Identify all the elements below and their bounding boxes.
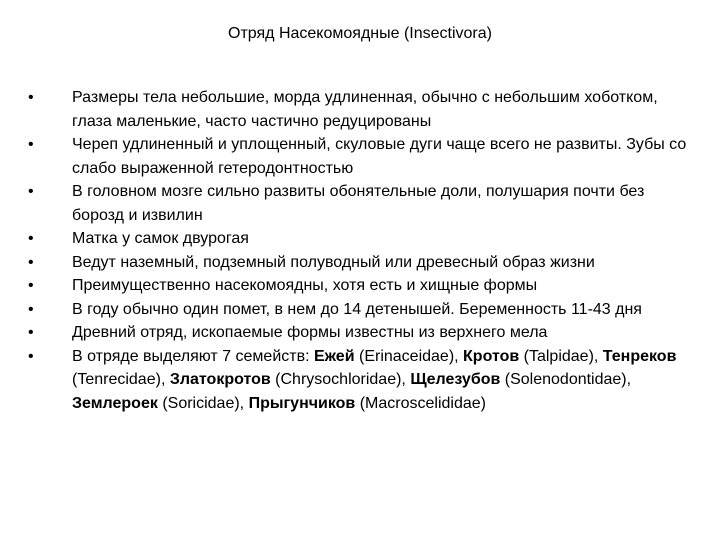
family-separator: , bbox=[160, 371, 170, 388]
bullet-icon: • bbox=[28, 300, 34, 318]
family-name: Ежей bbox=[313, 347, 355, 365]
list-item-text: Матка у самок двурогая bbox=[72, 230, 249, 247]
list-item bbox=[28, 251, 698, 275]
list-item bbox=[28, 227, 698, 251]
family-separator: , bbox=[239, 394, 249, 412]
families-intro: В отряде выделяют 7 семейств: bbox=[72, 347, 314, 365]
bullet-icon: • bbox=[28, 324, 34, 341]
family-latin: (Soricidae) bbox=[162, 394, 240, 412]
list-item-text: Череп удлиненный и уплощенный, скуловые дуги чаще всего не развиты. Зубы со слабо выраженной гетеродонтностью bbox=[72, 136, 687, 177]
bullet-icon: • bbox=[28, 183, 34, 200]
family-latin: (Erinaceidae) bbox=[358, 347, 455, 365]
bullet-icon: • bbox=[28, 253, 34, 271]
family-latin: (Macroscelididae) bbox=[359, 394, 486, 412]
family-latin: (Tenrecidae) bbox=[72, 371, 161, 388]
list-item bbox=[28, 180, 698, 227]
family-name: Щелезубов bbox=[410, 371, 501, 388]
family-name: Тенреков bbox=[602, 347, 677, 365]
family-name: Прыгунчиков bbox=[248, 394, 356, 412]
family-name: Кротов bbox=[463, 347, 520, 365]
list-item bbox=[28, 274, 698, 298]
family-latin: (Talpidae) bbox=[523, 347, 594, 365]
bullet-icon: • bbox=[28, 136, 34, 153]
list-item bbox=[28, 86, 698, 133]
list-item bbox=[28, 321, 698, 345]
family-separator: , bbox=[626, 371, 632, 388]
bullet-icon: • bbox=[28, 277, 34, 294]
bullet-icon: • bbox=[28, 230, 34, 247]
list-item-text: В головном мозге сильно развиты обонятельные доли, полушария почти без борозд и извилин bbox=[72, 183, 645, 224]
list-item-text: В году обычно один помет, в нем до 14 детенышей. Беременность 11-43 дня bbox=[72, 300, 642, 318]
list-item-text: Преимущественно насекомоядны, хотя есть и хищные формы bbox=[72, 277, 538, 294]
bullet-icon: • bbox=[28, 347, 34, 365]
list-item-text: Размеры тела небольшие, морда удлиненная, обычно с небольшим хоботком, глаза маленькие, часто частично редуцированы bbox=[72, 89, 658, 130]
family-name: Златокротов bbox=[169, 371, 271, 388]
family-name: Землероек bbox=[72, 394, 158, 412]
list-item-text: Древний отряд, ископаемые формы известны из верхнего мела bbox=[72, 324, 548, 341]
family-separator: , bbox=[454, 347, 464, 365]
slide-title: Отряд Насекомоядные (Insectivora) bbox=[228, 25, 492, 42]
family-latin: (Solenodontidae) bbox=[504, 371, 627, 388]
bullet-list bbox=[28, 86, 698, 415]
list-item bbox=[28, 133, 698, 180]
list-item bbox=[28, 298, 698, 322]
bullet-icon: • bbox=[28, 89, 34, 106]
families-list-item bbox=[28, 345, 698, 416]
family-latin: (Chrysochloridae) bbox=[275, 371, 402, 388]
family-separator: , bbox=[593, 347, 603, 365]
family-separator: , bbox=[401, 371, 411, 388]
list-item-text: Ведут наземный, подземный полуводный или древесный образ жизни bbox=[72, 253, 595, 271]
